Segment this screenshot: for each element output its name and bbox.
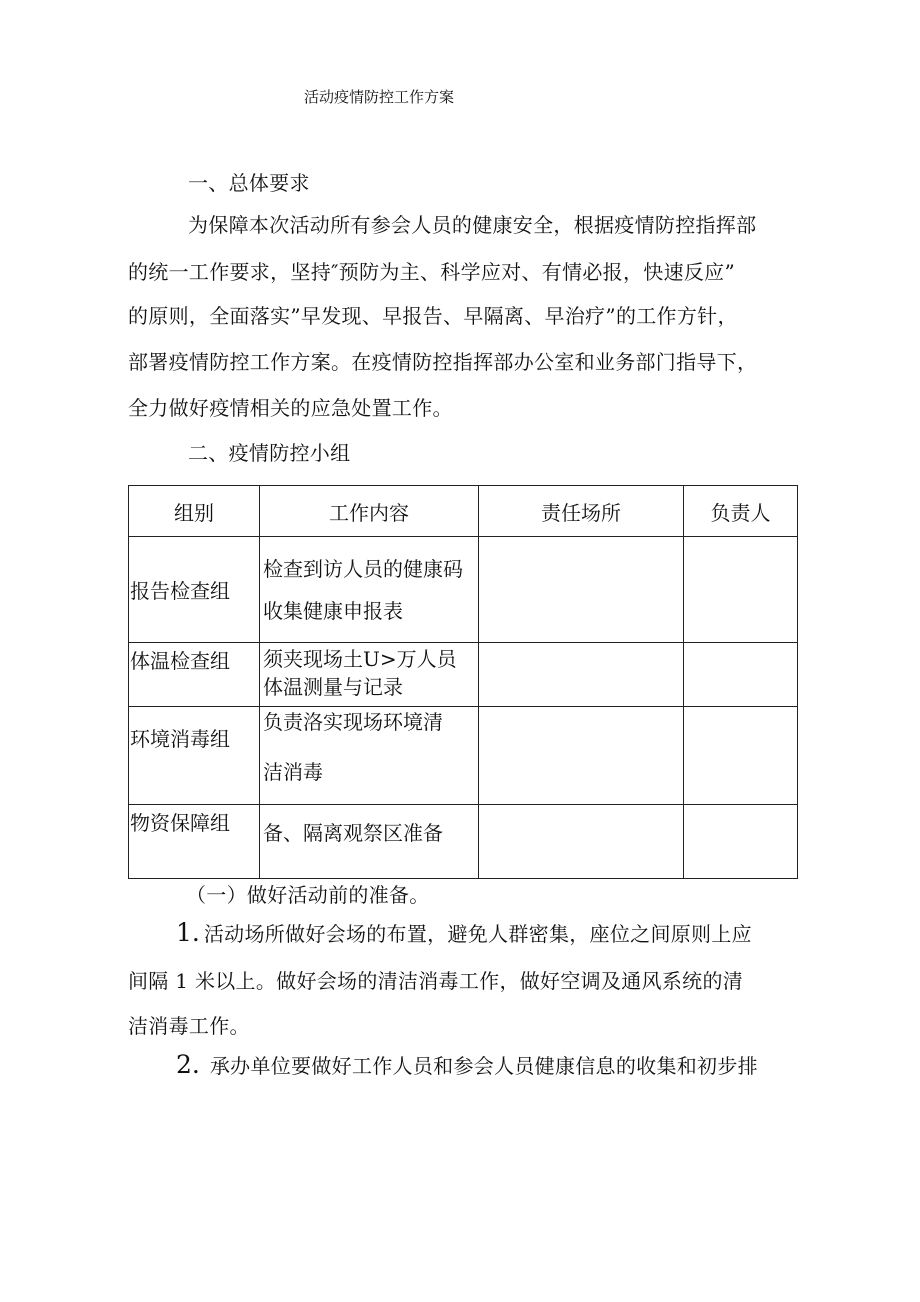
row-person <box>684 537 798 643</box>
table-row <box>129 537 798 643</box>
item1-number: 1. <box>176 918 200 947</box>
item2-first-line <box>176 1050 758 1079</box>
row-person <box>684 707 798 805</box>
item1-line-1: 活动场所做好会场的布置，避免人群密集，座位之间原则上应 <box>203 922 752 946</box>
subsection1-heading: （一）做好活动前的准备。 <box>186 883 430 907</box>
row-content-line-2: 收集健康申报表 <box>263 598 403 623</box>
section1-heading: 一、总体要求 <box>188 171 310 195</box>
row-group <box>129 537 260 643</box>
section1-line-2: 的统一工作要求，坚持″预防为主、科学应对、有情必报，快速反应” <box>128 260 735 284</box>
row-content <box>260 643 479 707</box>
row-group-label: 报告检查组 <box>130 579 230 603</box>
table-row <box>129 805 798 879</box>
header-group: 组别 <box>129 486 260 537</box>
row-content-line-2: 备、隔离观祭区准备 <box>263 821 443 845</box>
section1-line-4: 部署疫情防控工作方案。在疫情防控指挥部办公室和业务部门指导下， <box>128 350 758 374</box>
row-content <box>260 537 479 643</box>
row-group <box>129 805 260 879</box>
row-person <box>684 805 798 879</box>
item1-line-3: 洁消毒工作。 <box>128 1014 250 1038</box>
row-group <box>129 707 260 805</box>
row-group-label: 体温检查组 <box>130 649 230 673</box>
prevention-team-table <box>128 485 798 879</box>
row-content-line-2: 体温测量与记录 <box>263 675 403 699</box>
row-content-line-2: 洁消毒 <box>263 760 323 784</box>
item1-first-line <box>176 918 752 947</box>
row-group-label: 环境消毒组 <box>130 727 230 751</box>
header-person: 负责人 <box>684 486 798 537</box>
header-content: 工作内容 <box>260 486 479 537</box>
table-row <box>129 643 798 707</box>
row-content-line-1: 负责洛实现场环境清 <box>263 710 443 734</box>
section2-heading: 二、疫情防控小组 <box>188 441 351 465</box>
item2-number: 2. <box>176 1050 200 1079</box>
section1-line-5: 全力做好疫情相关的应急处置工作。 <box>128 396 453 420</box>
section1-line-3: 的原则，全面落实”早发现、早报告、早隔离、早治疗”的工作方针， <box>128 304 738 328</box>
row-group-label: 物资保障组 <box>130 811 230 835</box>
row-content <box>260 805 479 879</box>
header-place: 责任场所 <box>479 486 684 537</box>
row-content-line-1: 检查到访人员的健康码 <box>263 556 463 581</box>
item1-line-2: 间隔 1 米以上。做好会场的清洁消毒工作，做好空调及通风系统的清 <box>128 969 744 993</box>
row-place <box>479 707 684 805</box>
table-header-row <box>129 486 798 537</box>
row-person <box>684 643 798 707</box>
row-place <box>479 805 684 879</box>
row-group <box>129 643 260 707</box>
row-content <box>260 707 479 805</box>
table-row <box>129 707 798 805</box>
row-place <box>479 537 684 643</box>
item2-line-1: 承办单位要做好工作人员和参会人员健康信息的收集和初步排 <box>209 1054 758 1078</box>
document-title: 活动疫情防控工作方案 <box>304 88 455 106</box>
section1-line-1: 为保障本次活动所有参会人员的健康安全，根据疫情防控指挥部 <box>188 213 757 237</box>
row-content-line-1: 须夹现场土U>万人员 <box>263 647 457 671</box>
row-place <box>479 643 684 707</box>
